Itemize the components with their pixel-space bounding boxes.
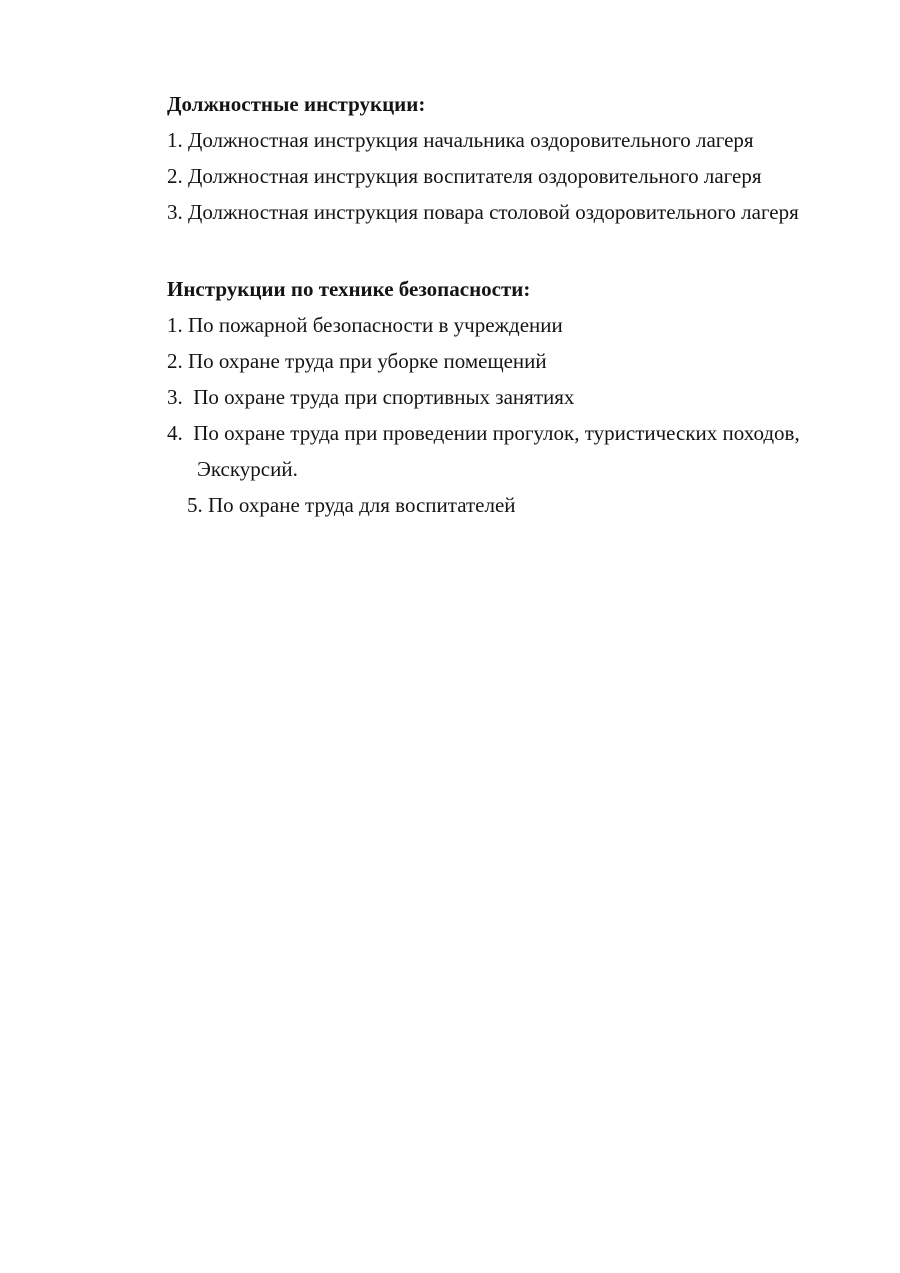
list-item-continuation: Экскурсий. (197, 457, 298, 481)
list-item: 1. По пожарной безопасности в учреждении (167, 313, 563, 337)
list-item: 5. По охране труда для воспитателей (187, 493, 516, 517)
document-content (0, 0, 900, 523)
list-item: 3. Должностная инструкция повара столовой оздоровительного лагеря (167, 200, 799, 224)
section-job-instructions (167, 86, 845, 230)
list-item: 1. Должностная инструкция начальника оздоровительного лагеря (167, 128, 754, 152)
section-safety-instructions (167, 271, 845, 523)
section-heading: Должностные инструкции: (167, 92, 426, 116)
list-item: 2. Должностная инструкция воспитателя оздоровительного лагеря (167, 164, 762, 188)
section-gap (167, 230, 845, 271)
list-item: 2. По охране труда при уборке помещений (167, 349, 547, 373)
section-heading: Инструкции по технике безопасности: (167, 277, 531, 301)
list-item: 4. По охране труда при проведении прогулок, туристических походов, (167, 421, 800, 445)
list-item: 3. По охране труда при спортивных занятиях (167, 385, 575, 409)
